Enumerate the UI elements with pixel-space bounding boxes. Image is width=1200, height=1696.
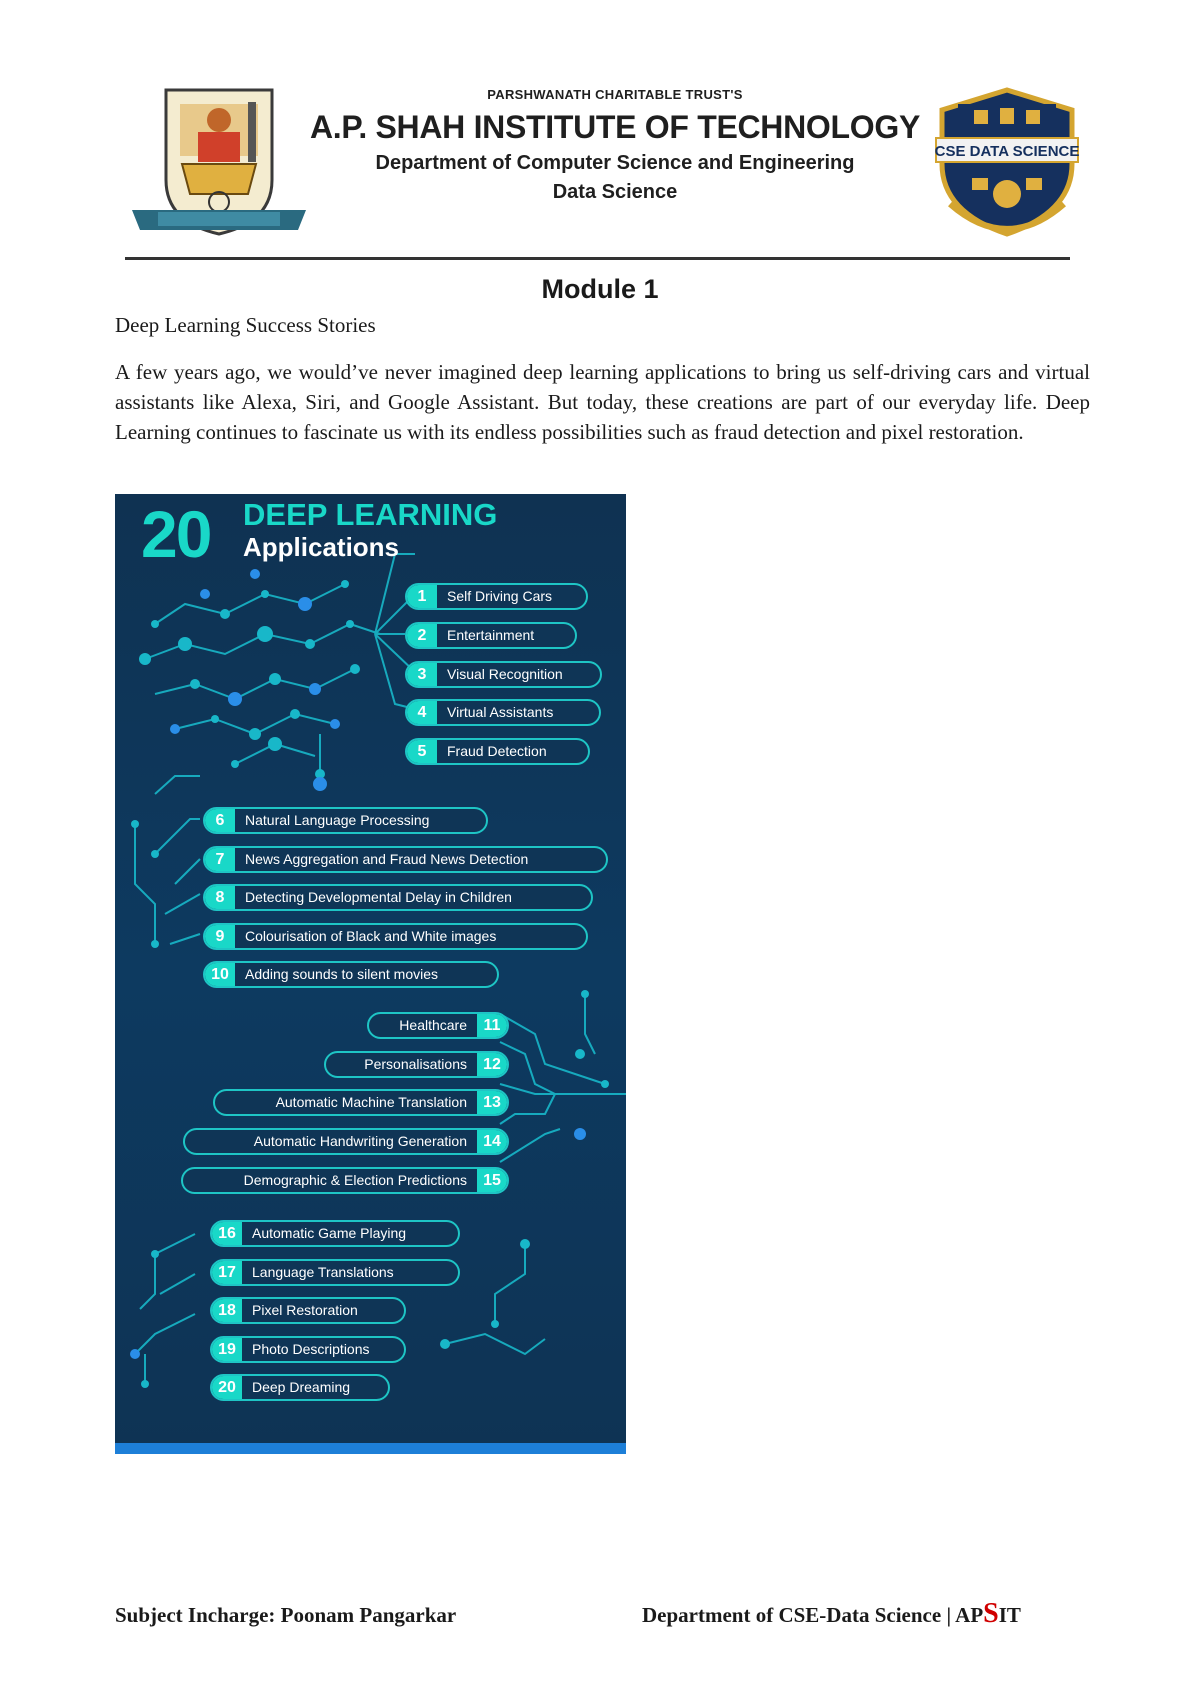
item-label: Self Driving Cars — [447, 588, 553, 604]
item-label: Entertainment — [447, 627, 535, 643]
item-number: 6 — [205, 809, 235, 832]
item-label: Virtual Assistants — [447, 704, 554, 720]
item-number: 19 — [212, 1338, 242, 1361]
list-item — [210, 1336, 406, 1363]
item-label: Deep Dreaming — [252, 1379, 351, 1395]
item-number: 16 — [212, 1222, 242, 1245]
item-number: 9 — [205, 925, 235, 948]
apsit-emblem-icon — [128, 84, 310, 244]
deep-learning-infographic — [115, 494, 626, 1454]
item-number: 5 — [407, 740, 437, 763]
footer-department-suffix: IT — [998, 1603, 1021, 1627]
list-item — [405, 583, 588, 610]
item-label: Automatic Machine Translation — [275, 1094, 467, 1110]
list-item — [203, 923, 588, 950]
infographic-count: 20 — [141, 497, 211, 571]
item-number: 1 — [407, 585, 437, 608]
item-label: Personalisations — [364, 1056, 467, 1072]
list-item — [213, 1089, 509, 1116]
list-item — [210, 1220, 460, 1247]
item-label: Language Translations — [252, 1264, 394, 1280]
item-label: Automatic Game Playing — [252, 1225, 407, 1241]
badge-text: CSE DATA SCIENCE — [934, 143, 1080, 160]
item-number: 20 — [212, 1376, 242, 1399]
item-number: 10 — [205, 963, 235, 986]
sub-department-name: Data Science — [552, 181, 678, 203]
list-item — [405, 699, 601, 726]
item-label: Colourisation of Black and White images — [245, 928, 497, 944]
item-number: 13 — [477, 1091, 507, 1114]
item-label: News Aggregation and Fraud News Detection — [245, 851, 529, 867]
infographic-title: DEEP LEARNING — [243, 497, 498, 532]
item-number: 11 — [477, 1014, 507, 1037]
item-number: 18 — [212, 1299, 242, 1322]
item-label: Demographic & Election Predictions — [243, 1172, 467, 1188]
infographic-subtitle: Applications — [243, 532, 400, 562]
item-number: 2 — [407, 624, 437, 647]
list-item — [210, 1259, 460, 1286]
list-item — [405, 661, 602, 688]
item-label: Visual Recognition — [447, 666, 563, 682]
list-item — [203, 807, 488, 834]
cse-data-science-badge-icon — [932, 84, 1082, 244]
header-divider — [125, 257, 1070, 260]
item-number: 12 — [477, 1053, 507, 1076]
list-item — [367, 1012, 509, 1039]
list-item — [203, 846, 608, 873]
item-label: Pixel Restoration — [252, 1302, 358, 1318]
item-number: 3 — [407, 663, 437, 686]
list-item — [181, 1167, 509, 1194]
item-number: 15 — [477, 1169, 507, 1192]
list-item — [210, 1297, 406, 1324]
item-label: Photo Descriptions — [252, 1341, 370, 1357]
intro-paragraph: A few years ago, we would’ve never imagined deep learning applications to bring us self-driving cars and virtual assistants like Alexa, Siri, and Google Assistant. But today, these creations are part of our everyday life. Deep Learning continues to fascinate us with its endless possibilities such as fraud detection and pixel restoration. — [115, 360, 1090, 444]
item-number: 17 — [212, 1261, 242, 1284]
item-label: Fraud Detection — [447, 743, 547, 759]
item-label: Adding sounds to silent movies — [245, 966, 438, 982]
list-item — [203, 961, 499, 988]
trust-name: PARSHWANATH CHARITABLE TRUST'S — [487, 87, 743, 102]
section-subtitle: Deep Learning Success Stories — [115, 313, 376, 337]
list-item — [324, 1051, 509, 1078]
item-label: Natural Language Processing — [245, 812, 430, 828]
footer-highlight-letter: S — [983, 1598, 999, 1629]
item-number: 8 — [205, 886, 235, 909]
institute-name: A.P. SHAH INSTITUTE OF TECHNOLOGY — [310, 109, 920, 145]
infographic-footer-bar — [115, 1443, 626, 1454]
list-item — [203, 884, 593, 911]
module-title: Module 1 — [541, 274, 659, 304]
footer-department — [642, 1598, 1021, 1630]
item-number: 4 — [407, 701, 437, 724]
list-item — [405, 622, 577, 649]
list-item — [405, 738, 590, 765]
footer-department-prefix: Department of CSE-Data Science | AP — [642, 1603, 984, 1627]
department-name: Department of Computer Science and Engineering — [375, 152, 855, 174]
footer-subject-incharge: Subject Incharge: Poonam Pangarkar — [115, 1603, 457, 1627]
item-label: Detecting Developmental Delay in Children — [245, 889, 512, 905]
item-number: 7 — [205, 848, 235, 871]
item-number: 14 — [477, 1130, 507, 1153]
list-item — [210, 1374, 390, 1401]
item-label: Healthcare — [399, 1017, 467, 1033]
item-label: Automatic Handwriting Generation — [253, 1133, 467, 1149]
list-item — [183, 1128, 509, 1155]
